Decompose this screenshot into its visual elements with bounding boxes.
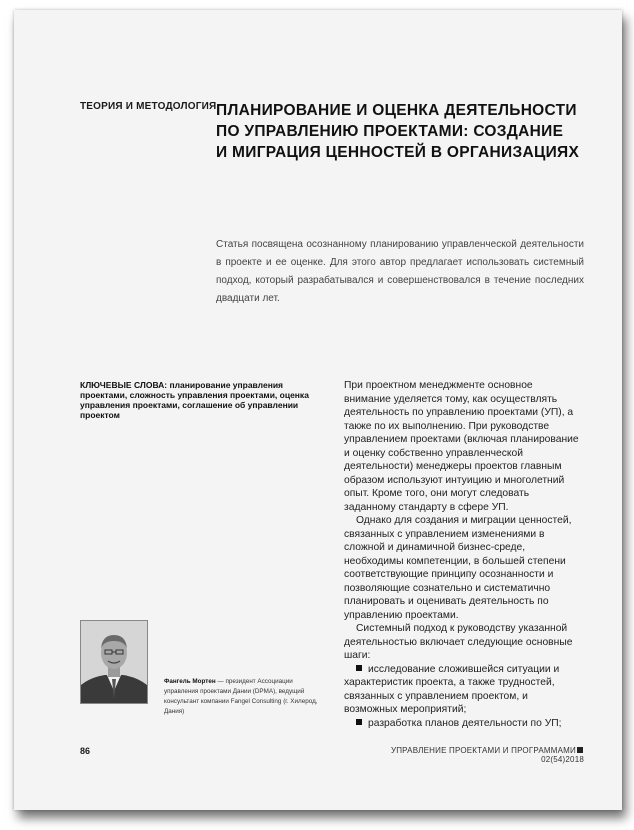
- body-paragraph: Системный подход к руководству указанной деятельностью включает следующие основные шаги:: [344, 623, 573, 661]
- section-label: ТЕОРИЯ И МЕТОДОЛОГИЯ: [80, 101, 217, 112]
- bullet-text: разработка планов деятельности по УП;: [368, 717, 562, 729]
- body-column: [344, 379, 580, 730]
- bullet-item: [344, 717, 580, 731]
- title-line: И МИГРАЦИЯ ЦЕННОСТЕЙ В ОРГАНИЗАЦИЯХ: [216, 144, 580, 161]
- bullet-item: [344, 663, 580, 717]
- author-info: [164, 677, 322, 717]
- keywords: КЛЮЧЕВЫЕ СЛОВА: планирование управления проектами, сложность управления проектами, оценка управления проектами, соглашение об управлении проектом: [80, 380, 309, 420]
- author-name: Фангель Мортен: [164, 678, 216, 685]
- journal-footer: [388, 746, 584, 764]
- author-description: — президент Ассоциации управления проектами Дании (DPMA), ведущий консультант компании Fangel Consulting (г. Хилерод, Дания): [164, 678, 318, 715]
- title-line: ПЛАНИРОВАНИЕ И ОЦЕНКА ДЕЯТЕЛЬНОСТИ: [216, 102, 577, 119]
- bullet-square-icon: [356, 665, 362, 671]
- title-line: ПО УПРАВЛЕНИЮ ПРОЕКТАМИ: СОЗДАНИЕ: [216, 123, 564, 140]
- body-paragraph: Однако для создания и миграции ценностей, связанных с управлением изменениями в сложной и динамичной бизнес-среде, необходимы компетенции, в большей степени соответствующие принципу осознанности и позволяющие сознательно и систематично планировать и оценивать деятельность по управлению проектами.: [344, 515, 572, 621]
- bullet-text: исследование сложившейся ситуации и характеристик проекта, а также трудностей, связанных с управлением проектом, и возможных мероприятий;: [344, 663, 560, 715]
- article-title: [216, 100, 616, 163]
- body-paragraph: При проектном менеджменте основное внимание уделяется тому, как осуществлять деятельность по управлению проектами (УП), а также по их выполнению. При руководстве управлением проектами (включая планирование и оценку собственно управленческой деятельности) менеджеры проектов главным образом используют интуицию и многолетний опыт. Кроме того, они могут следовать заданному стандарту в сфере УП.: [344, 380, 579, 513]
- journal-issue: 02(54)2018: [541, 755, 584, 764]
- page-number: 86: [80, 746, 91, 756]
- journal-name: УПРАВЛЕНИЕ ПРОЕКТАМИ И ПРОГРАММАМИ: [390, 746, 576, 755]
- bullet-square-icon: [356, 719, 362, 725]
- author-photo: [80, 620, 148, 704]
- separator-square-icon: [577, 747, 583, 753]
- abstract: Статья посвящена осознанному планированию управленческой деятельности в проекте и ее оценке. Для этого автор предлагает использовать системный подход, который разрабатывался и совершенствовался в течение последних двадцати лет.: [216, 239, 584, 304]
